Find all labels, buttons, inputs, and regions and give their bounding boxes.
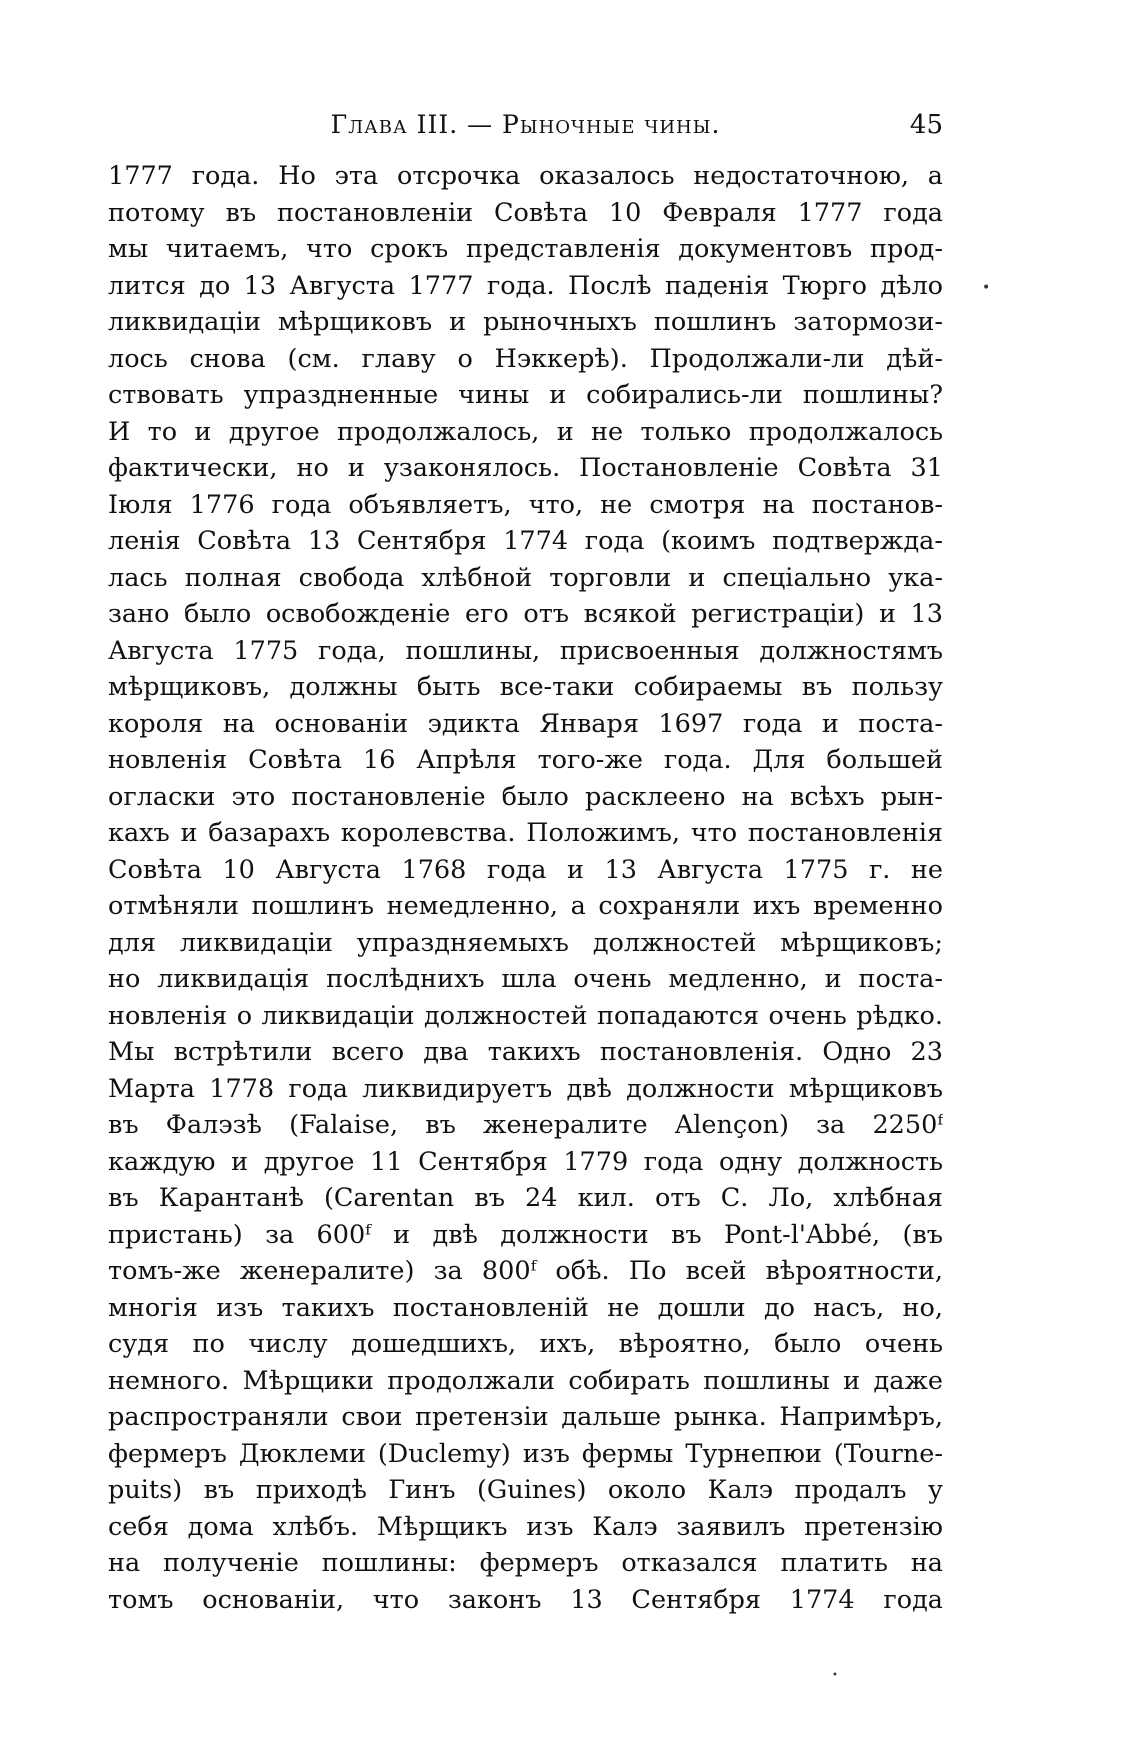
- text-line: фермеръ Дюклеми (Duclemy) изъ фермы Турнепюи (Tourne-: [108, 1438, 943, 1469]
- text-line: судя по числу дошедшихъ, ихъ, вѣроятно, было очень: [108, 1329, 943, 1359]
- text-line: мѣрщиковъ, должны быть все-таки собираемы въ пользу: [108, 672, 943, 702]
- text-line: короля на основаніи эдикта Января 1697 года и поста-: [108, 708, 943, 739]
- text-line: ликвидаціи мѣрщиковъ и рыночныхъ пошлинъ затормози-: [108, 307, 943, 337]
- text-line: томъ основаніи, что законъ 13 Сентября 1774 года: [108, 1584, 943, 1615]
- text-line: но ликвидація послѣднихъ шла очень медленно, и поста-: [108, 964, 943, 994]
- text-line: Марта 1778 года ликвидируетъ двѣ должности мѣрщиковъ: [108, 1073, 943, 1104]
- page-number: 45: [909, 110, 943, 140]
- text-line: новленія Совѣта 16 Апрѣля того-же года. Для большей: [108, 745, 943, 775]
- text-line: въ Фалэзѣ (Falaise, въ женералите Alençon) за 2250ᶠ: [108, 1110, 943, 1140]
- text-line: для ликвидаціи упраздняемыхъ должностей мѣрщиковъ;: [108, 927, 943, 958]
- text-line: зано было освобожденіе его отъ всякой регистраціи) и 13: [108, 599, 943, 629]
- text-line: И то и другое продолжалось, и не только продолжалось: [108, 416, 943, 447]
- text-line: себя дома хлѣбъ. Мѣрщикъ изъ Калэ заявилъ претензію: [108, 1511, 943, 1542]
- text-line: мы читаемъ, что срокъ представленія документовъ прод-: [108, 234, 943, 264]
- text-line: 1777 года. Но эта отсрочка оказалось недостаточною, а: [108, 161, 943, 191]
- text-line: многія изъ такихъ постановленій не дошли до насъ, но,: [108, 1292, 943, 1323]
- text-line: Августа 1775 года, пошлины, присвоенныя должностямъ: [108, 635, 943, 666]
- text-line: Іюля 1776 года объявляетъ, что, не смотря на постанов-: [108, 489, 943, 520]
- running-head: [108, 110, 943, 150]
- body-text: [108, 158, 943, 1618]
- text-line: лится до 13 Августа 1777 года. Послѣ паденія Тюрго дѣло: [108, 270, 943, 301]
- text-line: въ Карантанѣ (Carentan въ 24 кил. отъ С. Ло, хлѣбная: [108, 1183, 943, 1213]
- scan-speck: •: [982, 280, 991, 296]
- text-line: огласки это постановленіе было расклеено на всѣхъ рын-: [108, 781, 943, 812]
- text-line: немного. Мѣрщики продолжали собирать пошлины и даже: [108, 1365, 943, 1396]
- text-line: потому въ постановленіи Совѣта 10 Февраля 1777 года: [108, 197, 943, 228]
- text-line: лось снова (см. главу о Нэккерѣ). Продолжали-ли дѣй-: [108, 343, 943, 374]
- text-line: отмѣняли пошлинъ немедленно, а сохраняли ихъ временно: [108, 891, 943, 921]
- text-line: Совѣта 10 Августа 1768 года и 13 Августа 1775 г. не: [108, 854, 943, 885]
- text-line: Мы встрѣтили всего два такихъ постановленія. Одно 23: [108, 1037, 943, 1067]
- text-line: распространяли свои претензіи дальше рынка. Напримѣръ,: [108, 1402, 943, 1432]
- text-line: фактически, но и узаконялось. Постановленіе Совѣта 31: [108, 453, 943, 483]
- text-line: ленія Совѣта 13 Сентября 1774 года (коимъ подтверждa-: [108, 526, 943, 556]
- text-line: пристань) за 600ᶠ и двѣ должности въ Pont-l'Abbé, (въ: [108, 1219, 943, 1250]
- text-line: ствовать упраздненные чины и собирались-ли пошлины?: [108, 380, 943, 410]
- text-line: каждую и другое 11 Сентября 1779 года одну должность: [108, 1146, 943, 1177]
- text-line: puits) въ приходѣ Гинъ (Guines) около Калэ продалъ у: [108, 1475, 943, 1505]
- text-line: новленія о ликвидаціи должностей попадаются очень рѣдко.: [108, 1000, 943, 1031]
- text-line: томъ-же женералите) за 800ᶠ обѣ. По всей вѣроятности,: [108, 1256, 943, 1286]
- text-line: кахъ и базарахъ королевства. Положимъ, что постановленія: [108, 818, 943, 848]
- text-line: лась полная свобода хлѣбной торговли и спеціально ука-: [108, 562, 943, 593]
- running-title: Глава III. — Рыночные чины.: [330, 110, 721, 139]
- scan-speck: •: [832, 1670, 838, 1681]
- text-line: на полученіе пошлины: фермеръ отказался платить на: [108, 1548, 943, 1578]
